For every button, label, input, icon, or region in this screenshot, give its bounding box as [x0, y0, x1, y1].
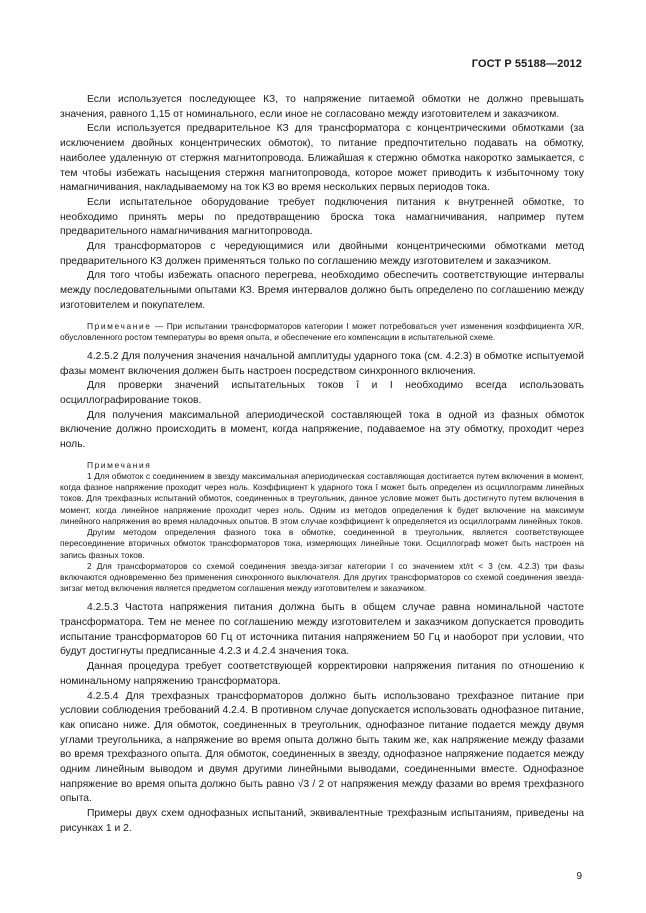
paragraph: 4.2.5.4 Для трехфазных трансформаторов должно быть использовано трехфазное питание при условии соблюдения требований 4.2.4. В противном случае допускается использовать однофазное питание, как описано ниже. Для обмоток, соединенных в треугольник, однофазное питание подается между двумя углами треугольника, а напряжение во время опыта должно быть таким же, как напряжение между фазами во время трехфазного опыта. Для обмоток, соединенных в звезду, однофазное напряжение подается между одним линейным выводом и двумя другими линейными выводами, соединенными вместе. Однофазное напряжение во время опыта должно быть равно √3 / 2 от напряжения между фазами во время трехфазного опыта.: [60, 690, 584, 805]
notes-label: Примечания: [87, 459, 152, 470]
paragraph: Если используется предварительное КЗ для трансформатора с концентрическими обмотками (за исключением двойных концентрических обмоток), то питание предпочтительно подавать на обмотку, наиболее удаленную от стержня магнитопровода. Ближайшая к стержню обмотка накоротко замыкается, с тем чтобы избежать насыщения стержня магнитопровода, которое может приводить к избыточному току намагничивания, накладываемому на ток КЗ во время нескольких первых периодов тока.: [60, 123, 584, 194]
section-intro: [60, 93, 584, 314]
note-item: 2 Для трансформаторов со схемой соединения звезда-зигзаг категории I со значением xt/rt < 3 (см. 4.2.3) три фазы включаются одновременно без применения синхронного выключателя. Для других трансформаторов со схемой соединения звезда-зигзаг метод включения является предметом соглашения между изготовителем и заказчиком.: [60, 560, 584, 594]
section-4-2-5-3: [60, 601, 584, 836]
paragraph: Данная процедура требует соответствующей корректировки напряжения питания по отношению к номинальному напряжению трансформатора.: [60, 661, 584, 687]
paragraph: Если испытательное оборудование требует подключения питания к внутренней обмотке, то необходимо принять меры по предотвращению броска тока намагничивания, например путем предварительного намагничивания магнитопровода.: [60, 196, 584, 238]
note-text: — При испытании трансформаторов категории I может потребоваться учет изменения коэффициента X/R, обусловленного ростом температуры во время опыта, и обеспечение его компенсации в испытательной схеме.: [60, 320, 584, 342]
paragraph: 4.2.5.3 Частота напряжения питания должна быть в общем случае равна номинальной частоте трансформатора. Тем не менее по соглашению между изготовителем и заказчиком допускается проводить испытание трансформаторов 60 Гц от источника питания напряжением 50 Гц и наоборот при условии, что будут достигнуты предписанные 4.2.3 и 4.2.4 значения тока.: [60, 602, 584, 658]
paragraph: Для получения максимальной апериодической составляющей тока в одной из фазных обмоток включение должно происходить в момент, когда напряжение, подаваемое на эту обмотку, проходит через ноль.: [60, 409, 584, 451]
paragraph: Примеры двух схем однофазных испытаний, эквивалентные трехфазным испытаниям, приведены на рисунках 1 и 2.: [60, 808, 584, 834]
paragraph: Если используется последующее КЗ, то напряжение питаемой обмотки не должно превышать значения, равного 1,15 от номинального, если иное не согласовано между изготовителем и заказчиком.: [60, 94, 584, 120]
paragraph: Для проверки значений испытательных токов î и I необходимо всегда использовать осциллографирование токов.: [60, 380, 584, 407]
page-number: 9: [576, 871, 582, 882]
note-paragraph: [60, 321, 584, 343]
section-4-2-5-2: [60, 350, 584, 453]
page-content: [60, 93, 584, 837]
note-item: Другим методом определения фазного тока в обмотке, соединенной в треугольник, является соответствующее пересоединение вторичных обмоток трансформаторов тока, измеряющих линейные токи. Осциллограф может быть настроен на запись фазных токов.: [60, 527, 584, 560]
note-label: Примечание: [87, 320, 152, 331]
note-block: [60, 321, 584, 343]
note-item: 1 Для обмоток с соединением в звезду максимальная апериодическая составляющая достигается путем включения в момент, когда фазное напряжение проходит через ноль. Коэффициент k ударного тока î может быть определен из осциллограмм линейных токов. Для трехфазных испытаний обмоток, соединенных в треугольник, данное условие может быть достигнуто путем включения в момент, когда линейное напряжение проходит через ноль. Одним из методов определения k будет включение на максимум линейного напряжения во время наладочных опытов. В этом случае коэффициент k определяется из осциллограмм линейных токов.: [60, 471, 584, 526]
paragraph: Для того чтобы избежать опасного перегрева, необходимо обеспечить соответствующие интервалы между последовательными опытами КЗ. Время интервалов должно быть определено по соглашению между изготовителем и покупателем.: [60, 270, 584, 311]
paragraph: Для трансформаторов с чередующимися или двойными концентрическими обмотками метод предварительного КЗ должен применяться только по соглашению между изготовителем и заказчиком.: [60, 241, 584, 267]
paragraph: 4.2.5.2 Для получения значения начальной амплитуды ударного тока (см. 4.2.3) в обмотке испытуемой фазы момент включения должен быть настроен посредством синхронного включения.: [60, 350, 584, 377]
notes-block: [60, 460, 584, 594]
standard-header: ГОСТ Р 55188—2012: [471, 58, 582, 70]
